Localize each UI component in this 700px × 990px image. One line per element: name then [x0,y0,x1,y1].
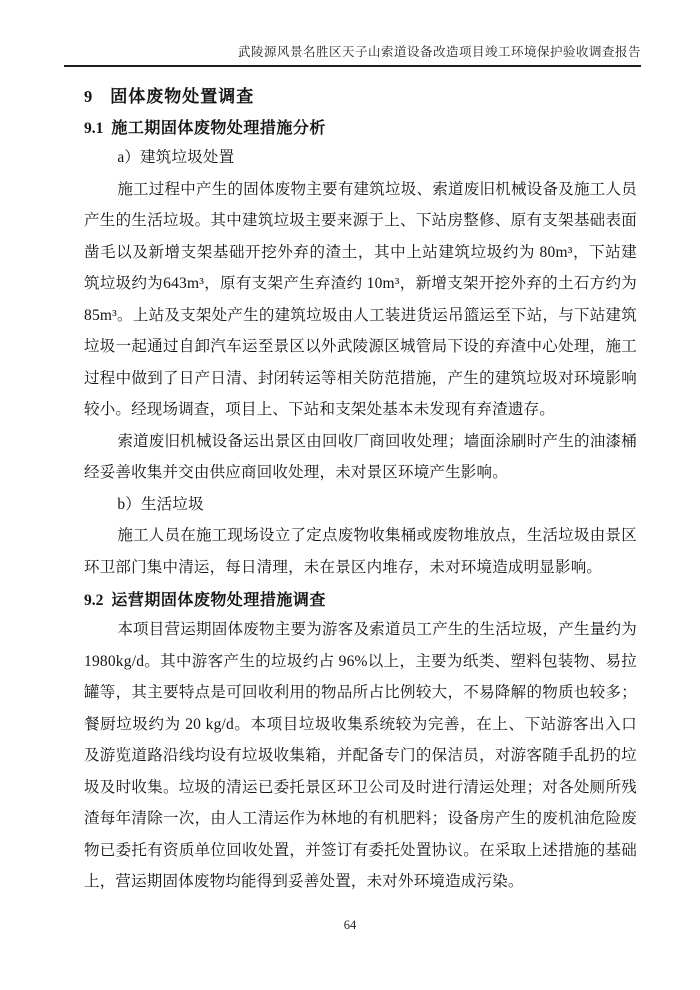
page-header [64,44,641,67]
subsection-9-2-number: 9.2 [84,592,104,609]
list-item-b: b）生活垃圾 [117,495,204,513]
paragraph-equipment-recycle: 索道废旧机械设备运出景区由回收厂商回收处理；墙面涂刷时产生的油漆桶经妥善收集并交由供应商回收处理，未对景区环境产生影响。 [84,432,637,481]
subsection-heading-9-1 [84,116,637,142]
subsection-9-1-title: 施工期固体废物处理措施分析 [111,120,326,137]
page-footer [0,917,700,933]
section-number: 9 [84,87,93,106]
paragraph-domestic-waste: 施工人员在施工现场设立了定点废物收集桶或废物堆放点，生活垃圾由景区环卫部门集中清运，每日清理，未在景区内堆存，未对环境造成明显影响。 [84,527,637,576]
paragraph-operation-waste: 本项目营运期固体废物主要为游客及索道员工产生的生活垃圾，产生量约为1980kg/d。其中游客产生的垃圾约占 96%以上，主要为纸类、塑料包装物、易拉罐等，其主要特点是可回收利用的物品所占比例较大，不易降解的物质也较多；餐厨垃圾约为 20 kg/d。本项目垃圾收集系统较为完善，在上、下站游客出入口及游览道路沿线均设有垃圾收集箱，并配备专门的保洁员，对游客随手乱扔的垃圾及时收集。垃圾的清运已委托景区环卫公司及时进行清运处理；对各处厕所残渣每年清除一次，由人工清运作为林地的有机肥料；设备房产生的废机油危险废物已委托有资质单位回收处置，并签订有委托处置协议。在采取上述措施的基础上，营运期固体废物均能得到妥善处置，未对外环境造成污染。 [84,621,637,890]
page-number: 64 [343,918,357,932]
subsection-heading-9-2 [84,588,637,614]
subsection-9-1-number: 9.1 [84,120,104,137]
subsection-9-2-title: 运营期固体废物处理措施调查 [111,592,326,609]
document-body [84,84,637,898]
paragraph-construction-waste: 施工过程中产生的固体废物主要有建筑垃圾、索道废旧机械设备及施工人员产生的生活垃圾。其中建筑垃圾主要来源于上、下站房整修、原有支架基础表面凿毛以及新增支架基础开挖外弃的渣土，其中上站建筑垃圾约为 80m³，下站建筑垃圾约为643m³，原有支架产生弃渣约 10m³，新增支架开挖外弃的土石方约为85m³。上站及支架处产生的建筑垃圾由人工装进货运吊篮运至下站，与下站建筑垃圾一起通过自卸汽车运至景区以外武陵源区城管局下设的弃渣中心处理，施工过程中做到了日产日清、封闭转运等相关防范措施，产生的建筑垃圾对环境影响较小。经现场调查，项目上、下站和支架处基本未发现有弃渣遗存。 [84,180,637,418]
list-item-a: a）建筑垃圾处置 [117,149,235,166]
section-title: 固体废物处置调查 [110,87,255,106]
section-heading-9 [84,84,637,110]
header-title: 武陵源风景名胜区天子山索道设备改造项目竣工环境保护验收调查报告 [237,45,641,59]
